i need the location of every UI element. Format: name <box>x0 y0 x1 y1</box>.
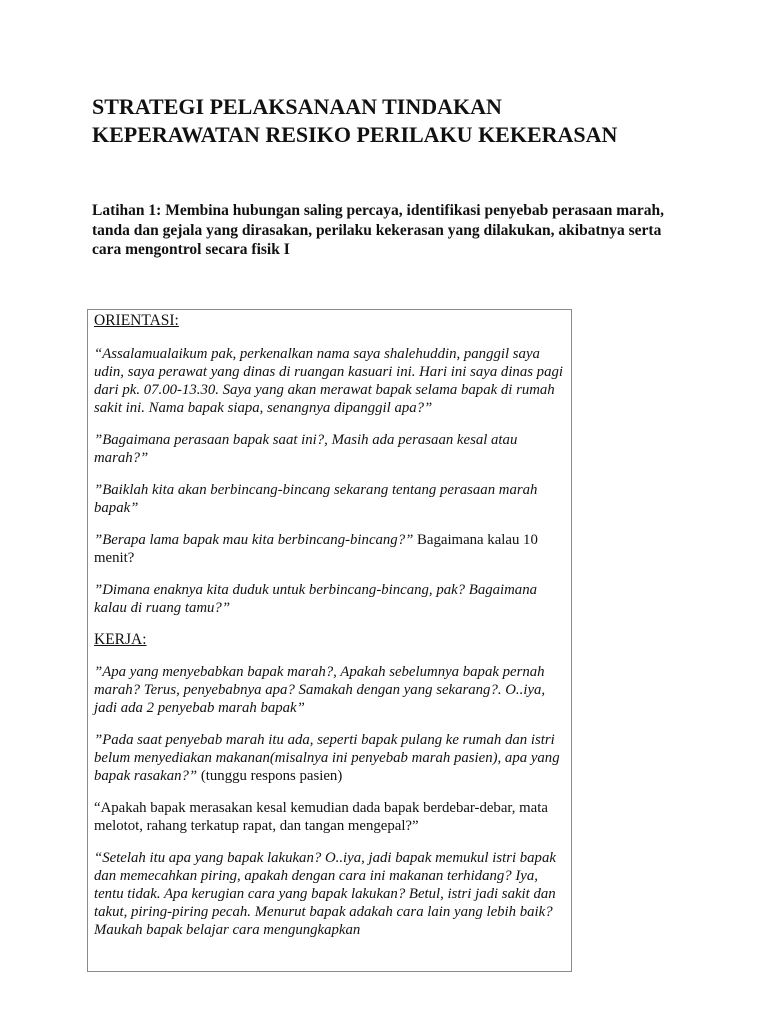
orientasi-paragraph-4-italic: ”Berapa lama bapak mau kita berbincang-bincang?” <box>94 531 418 548</box>
orientasi-paragraph-4 <box>94 531 565 567</box>
kerja-paragraph-2 <box>94 731 565 785</box>
orientasi-paragraph-1: “Assalamualaikum pak, perkenalkan nama saya shalehuddin, panggil saya udin, saya perawat yang dinas di ruangan kasuari ini. Hari ini saya dinas pagi dari pk. 07.00-13.30. Saya yang akan merawat bapak selama bapak di rumah sakit ini. Nama bapak siapa, senangnya dipanggil apa?” <box>94 345 563 416</box>
title-line-1: STRATEGI PELAKSANAAN TINDAKAN <box>92 94 502 119</box>
document-title <box>92 93 712 149</box>
orientasi-paragraph-4-plain: Bagaimana kalau 10 menit? <box>94 531 538 566</box>
title-line-2: KEPERAWATAN RESIKO PERILAKU KEKERASAN <box>92 122 618 147</box>
kerja-paragraph-1: ”Apa yang menyebabkan bapak marah?, Apakah sebelumnya bapak pernah marah? Terus, penyebabnya apa? Samakah dengan yang sekarang?. O..iya, jadi ada 2 penyebab marah bapak” <box>94 664 546 716</box>
dialogue-box <box>87 309 572 972</box>
kerja-paragraph-2-plain: (tunggu respons pasien) <box>200 768 343 784</box>
kerja-paragraph-3: “Apakah bapak merasakan kesal kemudian dada bapak berdebar-debar, mata melotot, rahang terkatup rapat, dan tangan mengepal?” <box>94 800 548 834</box>
orientasi-paragraph-3: ”Baiklah kita akan berbincang-bincang sekarang tentang perasaan marah bapak” <box>94 481 538 516</box>
exercise-subtitle: Latihan 1: Membina hubungan saling percaya, identifikasi penyebab perasaan marah, tanda dan gejala yang dirasakan, perilaku kekerasan yang dilakukan, akibatnya serta cara mengontrol secara fisik I <box>92 202 665 258</box>
section-heading-kerja: KERJA: <box>94 630 147 648</box>
orientasi-paragraph-5: ”Dimana enaknya kita duduk untuk berbincang-bincang, pak? Bagaimana kalau di ruang tamu?” <box>94 581 538 616</box>
kerja-paragraph-2-italic: ”Pada saat penyebab marah itu ada, seperti bapak pulang ke rumah dan istri belum menyediakan makanan(misalnya ini penyebab marah pasien), apa yang bapak rasakan?” <box>94 732 560 784</box>
kerja-paragraph-4: “Setelah itu apa yang bapak lakukan? O..iya, jadi bapak memukul istri bapak dan memecahkan piring, apakah dengan cara ini makanan terhidang? Iya, tentu tidak. Apa kerugian cara yang bapak lakukan? Betul, istri jadi sakit dan takut, piring-piring pecah. Menurut bapak adakah cara lain yang lebih baik? Maukah bapak belajar cara mengungkapkan <box>94 850 556 938</box>
section-heading-orientasi: ORIENTASI: <box>94 312 179 329</box>
orientasi-paragraph-2: ”Bagaimana perasaan bapak saat ini?, Masih ada perasaan kesal atau marah?” <box>94 431 518 466</box>
